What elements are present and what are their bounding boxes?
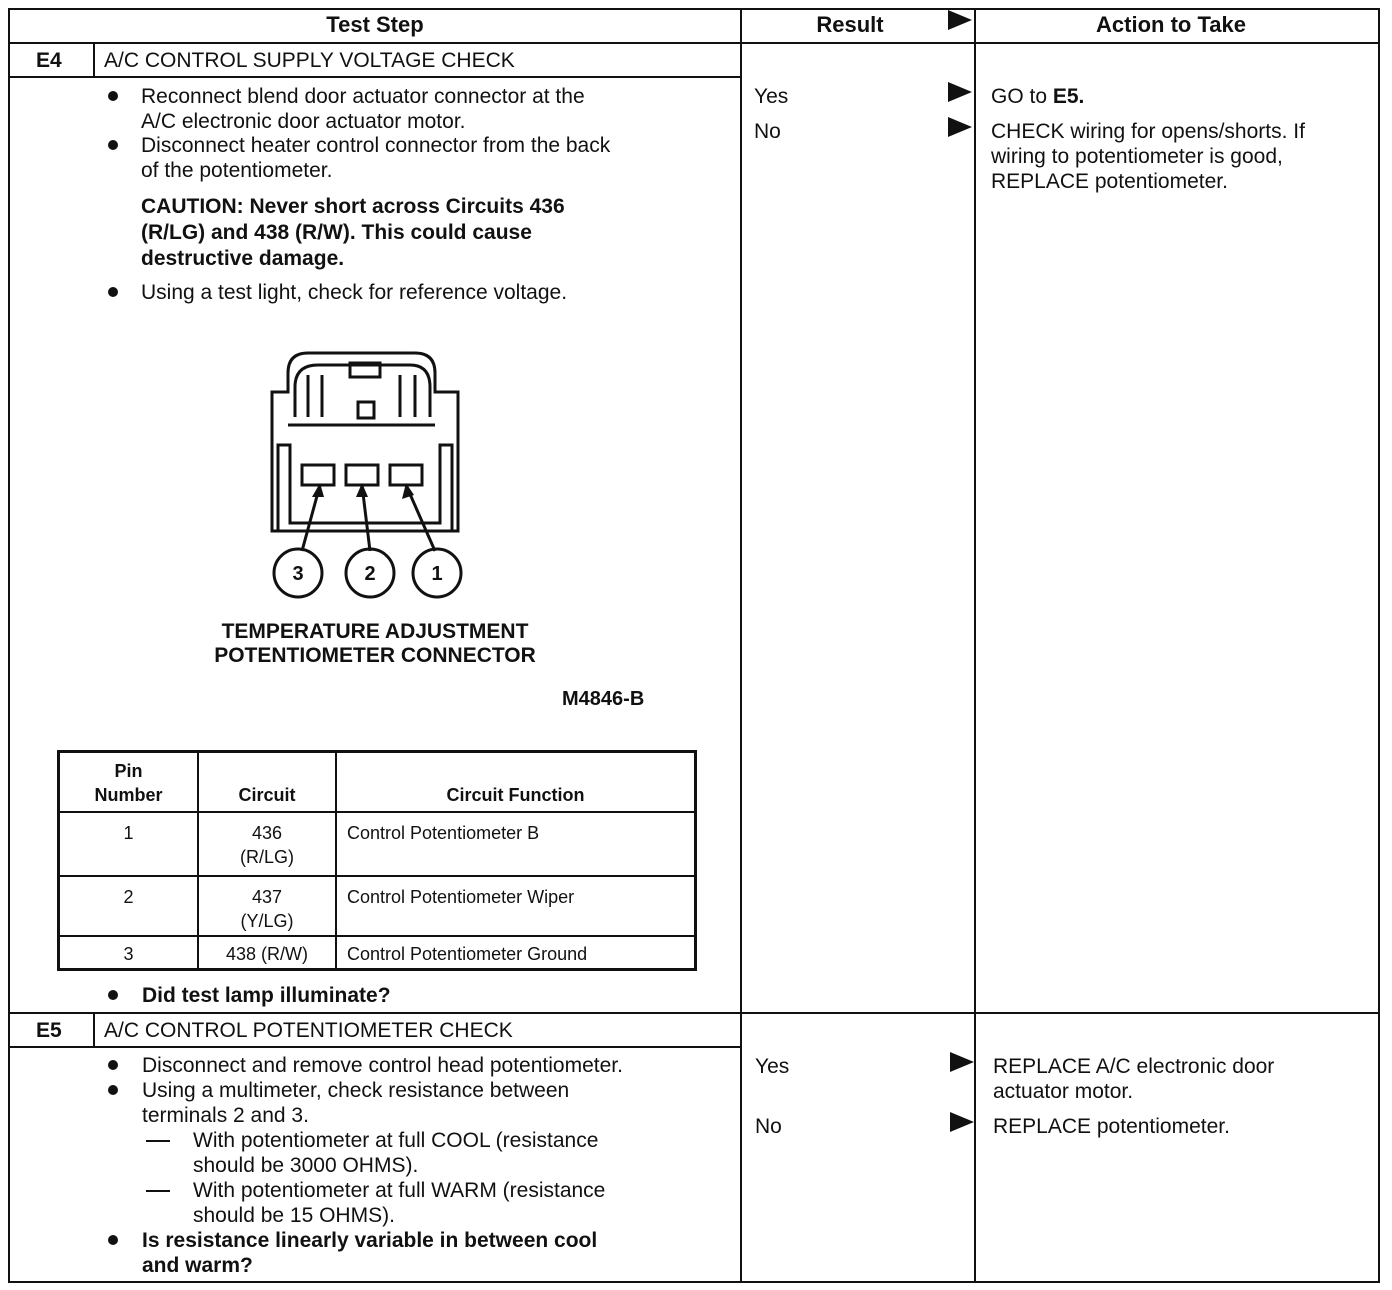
e5-step2: Using a multimeter, check resistance between terminals 2 and 3.: [142, 1079, 570, 1127]
bullet-icon: [108, 990, 118, 1000]
dash-icon: [146, 1190, 170, 1192]
header-divider: [8, 42, 1380, 44]
bullet-icon: [108, 140, 118, 150]
table-row: 3 438 (R/W) Control Potentiometer Ground: [59, 936, 696, 970]
header-arrow-icon: [948, 10, 972, 30]
e4-step-id: E4: [36, 49, 62, 72]
pin-number-header: Pin Number: [59, 752, 199, 812]
e5-step-id: E5: [36, 1019, 62, 1042]
table-left-border: [8, 8, 10, 1283]
e4-result-no: No: [754, 120, 781, 143]
e4-result-yes: Yes: [754, 85, 789, 108]
e5-action-no: REPLACE potentiometer.: [993, 1115, 1230, 1138]
pin-3-label: 3: [292, 563, 304, 585]
e5-action-yes: REPLACE A/C electronic door actuator motor.: [993, 1055, 1275, 1103]
e5-sub2: With potentiometer at full WARM (resistance should be 15 OHMS).: [193, 1179, 606, 1227]
bullet-icon: [108, 91, 118, 101]
e4-action-yes: GO to E5.: [991, 85, 1085, 108]
e5-sub1: With potentiometer at full COOL (resistance should be 3000 OHMS).: [193, 1129, 599, 1177]
e5-step-title: A/C CONTROL POTENTIOMETER CHECK: [104, 1019, 513, 1042]
circuit-header: Circuit: [198, 752, 336, 812]
bullet-icon: [108, 1060, 118, 1070]
dash-icon: [146, 1140, 170, 1142]
e4-question: Did test lamp illuminate?: [142, 984, 391, 1007]
arrow-icon: [948, 117, 972, 137]
figure-code: M4846-B: [562, 688, 645, 710]
e4-title-underline: [8, 76, 740, 78]
pin-2-label: 2: [364, 563, 376, 585]
table-row: 2 437 (Y/LG) Control Potentiometer Wiper: [59, 876, 696, 936]
table-bottom-border: [8, 1281, 1380, 1283]
column-divider-2: [974, 8, 976, 1283]
e5-step1: Disconnect and remove control head potentiometer.: [142, 1054, 623, 1077]
header-result: Result: [816, 12, 884, 37]
pin-table: [57, 750, 697, 971]
arrow-icon: [950, 1052, 974, 1072]
e5-title-underline: [8, 1046, 740, 1048]
circuit-function-header: Circuit Function: [336, 752, 696, 812]
e4-action-no: CHECK wiring for opens/shorts. If wiring to potentiometer is good, REPLACE potentiometer.: [991, 120, 1305, 193]
header-test-step: Test Step: [326, 12, 424, 37]
e5-question: Is resistance linearly variable in between cool and warm?: [142, 1229, 598, 1277]
e4-step-title: A/C CONTROL SUPPLY VOLTAGE CHECK: [104, 49, 515, 72]
table-row: 1 436 (R/LG) Control Potentiometer B: [59, 812, 696, 876]
pin-1-label: 1: [431, 563, 443, 585]
bullet-icon: [108, 1235, 118, 1245]
e4-id-divider: [93, 42, 95, 77]
figure-caption: TEMPERATURE ADJUSTMENT POTENTIOMETER CONNECTOR: [214, 620, 536, 667]
e5-id-divider: [93, 1012, 95, 1047]
header-action: Action to Take: [1096, 12, 1246, 37]
column-divider-1: [740, 8, 742, 1283]
e4-step1: Reconnect blend door actuator connector at the A/C electronic door actuator motor.: [141, 85, 585, 133]
e4-step3: Using a test light, check for reference voltage.: [141, 281, 568, 304]
table-right-border: [1378, 8, 1380, 1283]
e5-result-no: No: [755, 1115, 782, 1138]
e5-result-yes: Yes: [755, 1055, 790, 1078]
e5-top-divider: [8, 1012, 1380, 1014]
e4-step2: Disconnect heater control connector from the back of the potentiometer.: [141, 134, 611, 182]
bullet-icon: [108, 1085, 118, 1095]
arrow-icon: [948, 82, 972, 102]
bullet-icon: [108, 287, 118, 297]
arrow-icon: [950, 1112, 974, 1132]
e4-caution: CAUTION: Never short across Circuits 436 (R/LG) and 438 (R/W). This could cause destructive damage.: [141, 195, 565, 270]
connector-diagram: [260, 345, 470, 600]
table-top-border: [8, 8, 1380, 10]
